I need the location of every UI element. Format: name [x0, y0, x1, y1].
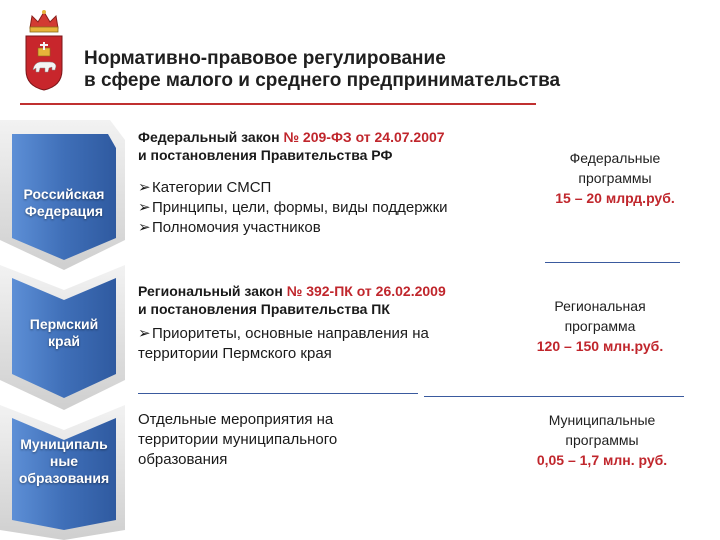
arrowhead-bullet-icon: ➢ [138, 219, 151, 236]
regional-bullets [138, 324, 538, 364]
level-label-perm: Пермский край [29, 316, 99, 349]
list-item: ➢ Полномочия участников [138, 219, 321, 236]
regional-amount: 120 – 150 млн.руб. [536, 338, 664, 354]
list-item: ➢ Категории СМСП [138, 179, 272, 196]
municipal-amount: 0,05 – 1,7 млн. руб. [536, 452, 668, 468]
separator-1 [545, 262, 680, 263]
federal-amount: 15 – 20 млрд.руб. [555, 190, 675, 206]
level-label-municipal: Муниципаль ные образования [18, 436, 110, 486]
federal-bullets [138, 178, 538, 238]
federal-law-title: Федеральный закон № 209-ФЗ от 24.07.2007 [138, 129, 445, 145]
perm-coat-of-arms-icon [22, 8, 66, 92]
arrowhead-bullet-icon: ➢ [138, 179, 151, 196]
regional-program: Региональная программа 120 – 150 млн.руб. [515, 296, 685, 356]
municipal-block: Отдельные мероприятия на территории муниципального образования [138, 411, 338, 468]
federal-law-block [138, 128, 538, 238]
level-label-federation: Российская Федерация [23, 186, 105, 219]
regional-law-rest: и постановления Правительства ПК [138, 301, 390, 317]
title-underline [20, 103, 536, 105]
arrowhead-bullet-icon: ➢ [138, 199, 151, 216]
page-title: Нормативно-правовое регулирование в сфере малого и среднего предпринимательства [84, 48, 561, 91]
list-item: ➢ Принципы, цели, формы, виды поддержки [138, 199, 448, 216]
regional-law-title: Региональный закон № 392-ПК от 26.02.2009 [138, 283, 446, 299]
municipal-programs: Муниципальные программы 0,05 – 1,7 млн. руб. [512, 410, 692, 470]
federal-programs: Федеральные программы 15 – 20 млрд.руб. [530, 148, 700, 208]
arrowhead-bullet-icon: ➢ [138, 325, 151, 342]
list-item-continuation: территории Пермского края [138, 345, 332, 362]
federal-law-rest: и постановления Правительства РФ [138, 147, 393, 163]
list-item: ➢ Приоритеты, основные направления на [138, 325, 429, 342]
regional-law-block [138, 282, 538, 364]
separator-2b [424, 396, 684, 397]
separator-2a [138, 393, 418, 394]
